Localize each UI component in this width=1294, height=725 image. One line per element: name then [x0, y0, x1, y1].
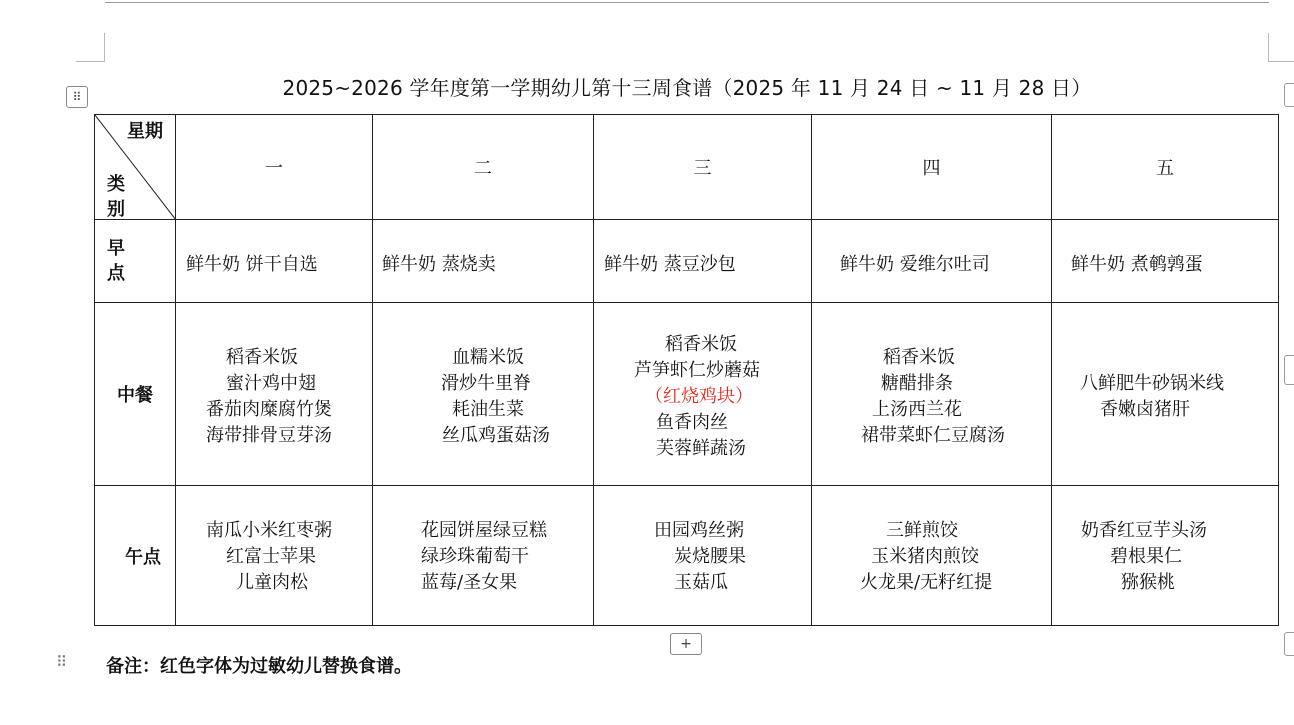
- menu-item: 炭烧腰果: [674, 546, 746, 567]
- menu-item: 鲜牛奶 蒸烧卖: [382, 254, 496, 275]
- menu-item: 芦笋虾仁炒蘑菇: [634, 360, 760, 381]
- snack-cell-thu: [812, 486, 1052, 626]
- day-header-fri: 五: [1052, 115, 1279, 220]
- menu-item: 花园饼屋绿豆糕: [421, 520, 547, 541]
- menu-item: 鲜牛奶 爱维尔吐司: [840, 254, 990, 275]
- corner-weekday-label: 星期: [127, 121, 163, 142]
- menu-item: 香嫩卤猪肝: [1100, 399, 1190, 420]
- row-label-breakfast-2: 点: [107, 263, 125, 284]
- menu-item: 稻香米饭: [665, 334, 737, 355]
- paragraph-drag-handle-icon[interactable]: ⠿: [56, 653, 67, 671]
- menu-item: 三鲜煎饺: [886, 520, 958, 541]
- weekly-menu-table: [94, 114, 1279, 626]
- menu-item: 耗油生菜: [452, 399, 524, 420]
- menu-item: 丝瓜鸡蛋菇汤: [442, 425, 550, 446]
- lunch-cell-tue: [373, 303, 594, 486]
- lunch-cell-mon: [176, 303, 373, 486]
- right-edge-tab-middle[interactable]: [1284, 355, 1294, 385]
- lunch-cell-wed: [594, 303, 812, 486]
- menu-item: 血糯米饭: [452, 347, 524, 368]
- menu-item: 绿珍珠葡萄干: [421, 546, 529, 567]
- crop-mark-top-right: [1268, 33, 1294, 62]
- crop-mark-top-left: [76, 33, 105, 62]
- snack-cell-tue: [373, 486, 594, 626]
- snack-cell-mon: [176, 486, 373, 626]
- menu-item: 鲜牛奶 饼干自选: [186, 254, 318, 275]
- right-edge-tab-bottom[interactable]: [1284, 632, 1294, 656]
- day-header-mon: 一: [176, 115, 373, 220]
- row-label-breakfast-1: 早: [107, 238, 125, 259]
- menu-item: 蜜汁鸡中翅: [226, 373, 316, 394]
- menu-item: 玉菇瓜: [674, 572, 728, 593]
- menu-item: 蓝莓/圣女果: [421, 572, 518, 593]
- menu-item: 红富士苹果: [226, 546, 316, 567]
- corner-cell: [95, 115, 176, 220]
- table-header-row: [95, 115, 1279, 220]
- lunch-cell-thu: [812, 303, 1052, 486]
- menu-item: 奶香红豆芋头汤: [1081, 520, 1207, 541]
- breakfast-cell-thu: [812, 220, 1052, 303]
- row-label-breakfast: [95, 220, 176, 303]
- row-label-lunch: 中餐: [95, 303, 176, 486]
- menu-item: 糖醋排条: [881, 373, 953, 394]
- menu-item: 芙蓉鲜蔬汤: [656, 438, 746, 459]
- corner-category-label-2: 别: [107, 199, 125, 220]
- breakfast-cell-mon: [176, 220, 373, 303]
- breakfast-cell-wed: [594, 220, 812, 303]
- corner-category-label-1: 类: [107, 174, 125, 195]
- menu-item: 儿童肉松: [236, 572, 308, 593]
- lunch-row: [95, 303, 1279, 486]
- menu-item: 玉米猪肉煎饺: [871, 546, 979, 567]
- allergy-footnote: 备注：红色字体为过敏幼儿替换食谱。: [106, 656, 412, 677]
- table-move-handle-icon[interactable]: ⠿: [66, 86, 88, 108]
- breakfast-row: [95, 220, 1279, 303]
- menu-item: 鱼香肉丝: [656, 412, 728, 433]
- menu-item: 稻香米饭: [883, 347, 955, 368]
- snack-cell-wed: [594, 486, 812, 626]
- menu-item: 海带排骨豆芽汤: [206, 425, 332, 446]
- menu-item: 鲜牛奶 蒸豆沙包: [604, 254, 736, 275]
- breakfast-cell-tue: [373, 220, 594, 303]
- menu-item: 稻香米饭: [226, 347, 298, 368]
- page-title: 2025~2026 学年度第一学期幼儿第十三周食谱（2025 年 11 月 24 日 ~ 11 月 28 日）: [282, 76, 1092, 100]
- menu-item: 南瓜小米红枣粥: [206, 520, 332, 541]
- add-row-button[interactable]: +: [670, 633, 702, 655]
- menu-item: 碧根果仁: [1110, 546, 1182, 567]
- day-header-tue: 二: [373, 115, 594, 220]
- menu-item: 田园鸡丝粥: [654, 520, 744, 541]
- menu-item: 滑炒牛里脊: [441, 373, 531, 394]
- menu-item: 鲜牛奶 煮鹌鹑蛋: [1071, 254, 1203, 275]
- menu-item: 上汤西兰花: [872, 399, 962, 420]
- menu-item: 番茄肉糜腐竹煲: [206, 399, 332, 420]
- page-top-rule: [105, 2, 1269, 3]
- snack-row: [95, 486, 1279, 626]
- day-header-thu: 四: [812, 115, 1052, 220]
- menu-item: 八鲜肥牛砂锅米线: [1080, 373, 1224, 394]
- menu-item: 火龙果/无籽红提: [860, 572, 993, 593]
- row-label-snack: 午点: [95, 486, 176, 626]
- lunch-cell-fri: [1052, 303, 1279, 486]
- day-header-wed: 三: [594, 115, 812, 220]
- menu-item: 猕猴桃: [1121, 572, 1175, 593]
- menu-item: 裙带菜虾仁豆腐汤: [861, 425, 1005, 446]
- right-edge-tab-top[interactable]: [1284, 83, 1294, 107]
- snack-cell-fri: [1052, 486, 1279, 626]
- allergy-substitute-item: （红烧鸡块）: [645, 386, 753, 407]
- breakfast-cell-fri: [1052, 220, 1279, 303]
